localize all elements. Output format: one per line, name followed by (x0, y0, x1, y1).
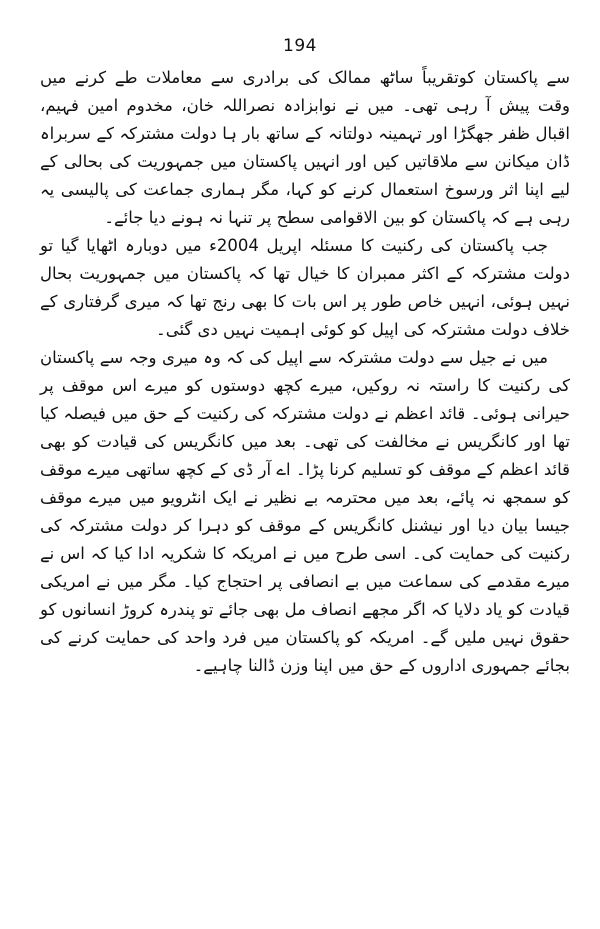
page-number: 194 (283, 36, 317, 56)
paragraph-3: میں نے جیل سے دولت مشترکہ سے اپیل کی کہ وہ میری وجہ سے پاکستان کی رکنیت کا راستہ نہ روکیں، میرے کچھ دوستوں کو میرے اس موقف پر حیرانی ہوئی۔ قائد اعظم نے دولت مشترکہ کی رکنیت کے حق میں فیصلہ کیا تھا اور کانگریس نے مخالفت کی تھی۔ بعد میں کانگریس کی قیادت کو بھی قائد اعظم کے موقف کو تسلیم کرنا پڑا۔ اے آر ڈی کے کچھ ساتھی میرے موقف کو سمجھ نہ پائے، بعد میں محترمہ بے نظیر نے ایک انٹرویو میں میرے موقف جیسا بیان دیا اور نیشنل کانگریس کے موقف کو دہرا کر دولت مشترکہ کی رکنیت کی حمایت کی۔ اسی طرح میں نے امریکہ کا شکریہ ادا کیا کہ اس نے میرے مقدمے کی سماعت میں بے انصافی پر احتجاج کیا۔ مگر میں نے امریکی قیادت کو یاد دلایا کہ اگر مجھے انصاف مل بھی جائے تو پندرہ کروڑ انسانوں کو حقوق نہیں ملیں گے۔ امریکہ کو پاکستان میں فرد واحد کی حمایت کرنے کی بجائے جمہوری اداروں کے حق میں اپنا وزن ڈالنا چاہیے۔ (40, 348, 570, 675)
page-body-text (40, 64, 570, 680)
paragraph-2: جب پاکستان کی رکنیت کا مسئلہ اپریل 2004ء میں دوبارہ اٹھایا گیا تو دولت مشترکہ کے اکثر ممبران کا خیال تھا کہ پاکستان میں جمہوریت بحال نہیں ہوئی، انہیں خاص طور پر اس بات کا بھی رنج تھا کہ میری گرفتاری کے خلاف دولت مشترکہ کی اپیل کو کوئی اہمیت نہیں دی گئی۔ (40, 236, 570, 339)
paragraph-1: سے پاکستان کوتقریباً ساٹھ ممالک کی برادری سے معاملات طے کرنے میں وقت پیش آ رہی تھی۔ میں نے نوابزادہ نصراللہ خان، مخدوم امین فہیم، اقبال ظفر جھگڑا اور تہمینہ دولتانہ کے ساتھ بار ہا دولت مشترکہ کے سربراہ ڈان میکانن سے ملاقاتیں کیں اور انہیں پاکستان میں جمہوریت کی بحالی کے لیے اپنا اثر ورسوخ استعمال کرنے کو کہا، مگر ہماری جماعت کی پالیسی یہ رہی ہے کہ پاکستان کو بین الاقوامی سطح پر تنہا نہ ہونے دیا جائے۔ (40, 68, 570, 227)
